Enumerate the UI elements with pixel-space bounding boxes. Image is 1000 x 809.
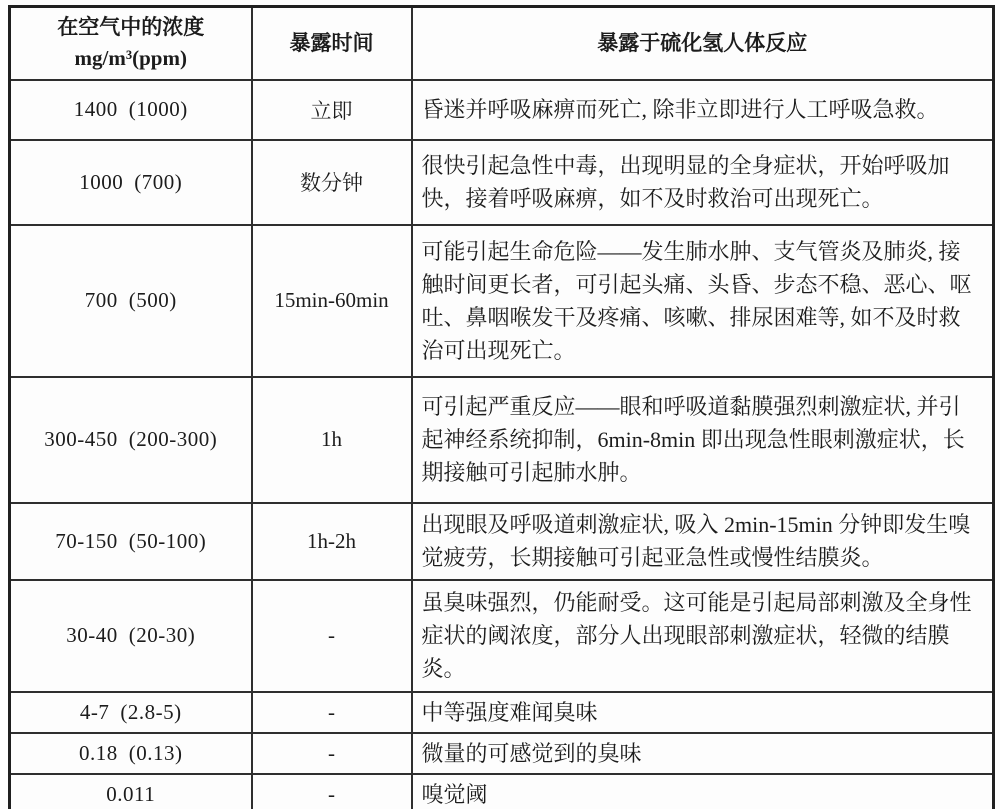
concentration-cell: 30-40 (20-30) bbox=[10, 580, 252, 692]
reaction-cell: 虽臭味强烈，仍能耐受。这可能是引起局部刺激及全身性症状的阈浓度，部分人出现眼部刺激症状，轻微的结膜炎。 bbox=[412, 580, 994, 692]
table-row bbox=[10, 774, 994, 809]
exposure-time-cell: - bbox=[252, 580, 412, 692]
reaction-cell: 出现眼及呼吸道刺激症状, 吸入 2min-15min 分钟即发生嗅觉疲劳，长期接触可引起亚急性或慢性结膜炎。 bbox=[412, 503, 994, 580]
table-row bbox=[10, 733, 994, 774]
table-row bbox=[10, 140, 994, 225]
table-row bbox=[10, 80, 994, 140]
exposure-time-cell: - bbox=[252, 733, 412, 774]
reaction-cell: 很快引起急性中毒，出现明显的全身症状，开始呼吸加快，接着呼吸麻痹，如不及时救治可出现死亡。 bbox=[412, 140, 994, 225]
concentration-cell: 700 (500) bbox=[10, 225, 252, 377]
exposure-time-cell: 1h bbox=[252, 377, 412, 503]
concentration-cell: 0.18 (0.13) bbox=[10, 733, 252, 774]
exposure-time-cell: 15min-60min bbox=[252, 225, 412, 377]
table-row bbox=[10, 503, 994, 580]
reaction-cell: 昏迷并呼吸麻痹而死亡, 除非立即进行人工呼吸急救。 bbox=[412, 80, 994, 140]
table-row bbox=[10, 377, 994, 503]
header-exposure-time: 暴露时间 bbox=[252, 7, 412, 80]
table-row bbox=[10, 225, 994, 377]
h2s-exposure-table bbox=[8, 5, 995, 809]
header-concentration bbox=[10, 7, 252, 80]
concentration-cell: 1000 (700) bbox=[10, 140, 252, 225]
concentration-cell: 70-150 (50-100) bbox=[10, 503, 252, 580]
concentration-cell: 300-450 (200-300) bbox=[10, 377, 252, 503]
header-concentration-line1: 在空气中的浓度 bbox=[57, 15, 205, 40]
reaction-cell: 中等强度难闻臭味 bbox=[412, 692, 994, 733]
concentration-cell: 4-7 (2.8-5) bbox=[10, 692, 252, 733]
reaction-cell: 微量的可感觉到的臭味 bbox=[412, 733, 994, 774]
concentration-cell: 0.011 bbox=[10, 774, 252, 809]
table-row bbox=[10, 580, 994, 692]
table-row bbox=[10, 692, 994, 733]
reaction-cell: 可引起严重反应——眼和呼吸道黏膜强烈刺激症状, 并引起神经系统抑制，6min-8min 即出现急性眼刺激症状，长期接触可引起肺水肿。 bbox=[412, 377, 994, 503]
concentration-cell: 1400 (1000) bbox=[10, 80, 252, 140]
exposure-time-cell: 数分钟 bbox=[252, 140, 412, 225]
reaction-cell: 嗅觉阈 bbox=[412, 774, 994, 809]
exposure-time-cell: - bbox=[252, 774, 412, 809]
header-reaction: 暴露于硫化氢人体反应 bbox=[412, 7, 994, 80]
exposure-time-cell: - bbox=[252, 692, 412, 733]
exposure-time-cell: 立即 bbox=[252, 80, 412, 140]
header-concentration-unit: mg/m³(ppm) bbox=[74, 46, 187, 71]
exposure-time-cell: 1h-2h bbox=[252, 503, 412, 580]
reaction-cell: 可能引起生命危险——发生肺水肿、支气管炎及肺炎, 接触时间更长者，可引起头痛、头昏、步态不稳、恶心、呕吐、鼻咽喉发干及疼痛、咳嗽、排尿困难等, 如不及时救治可出现死亡。 bbox=[412, 225, 994, 377]
header-row bbox=[10, 7, 994, 80]
